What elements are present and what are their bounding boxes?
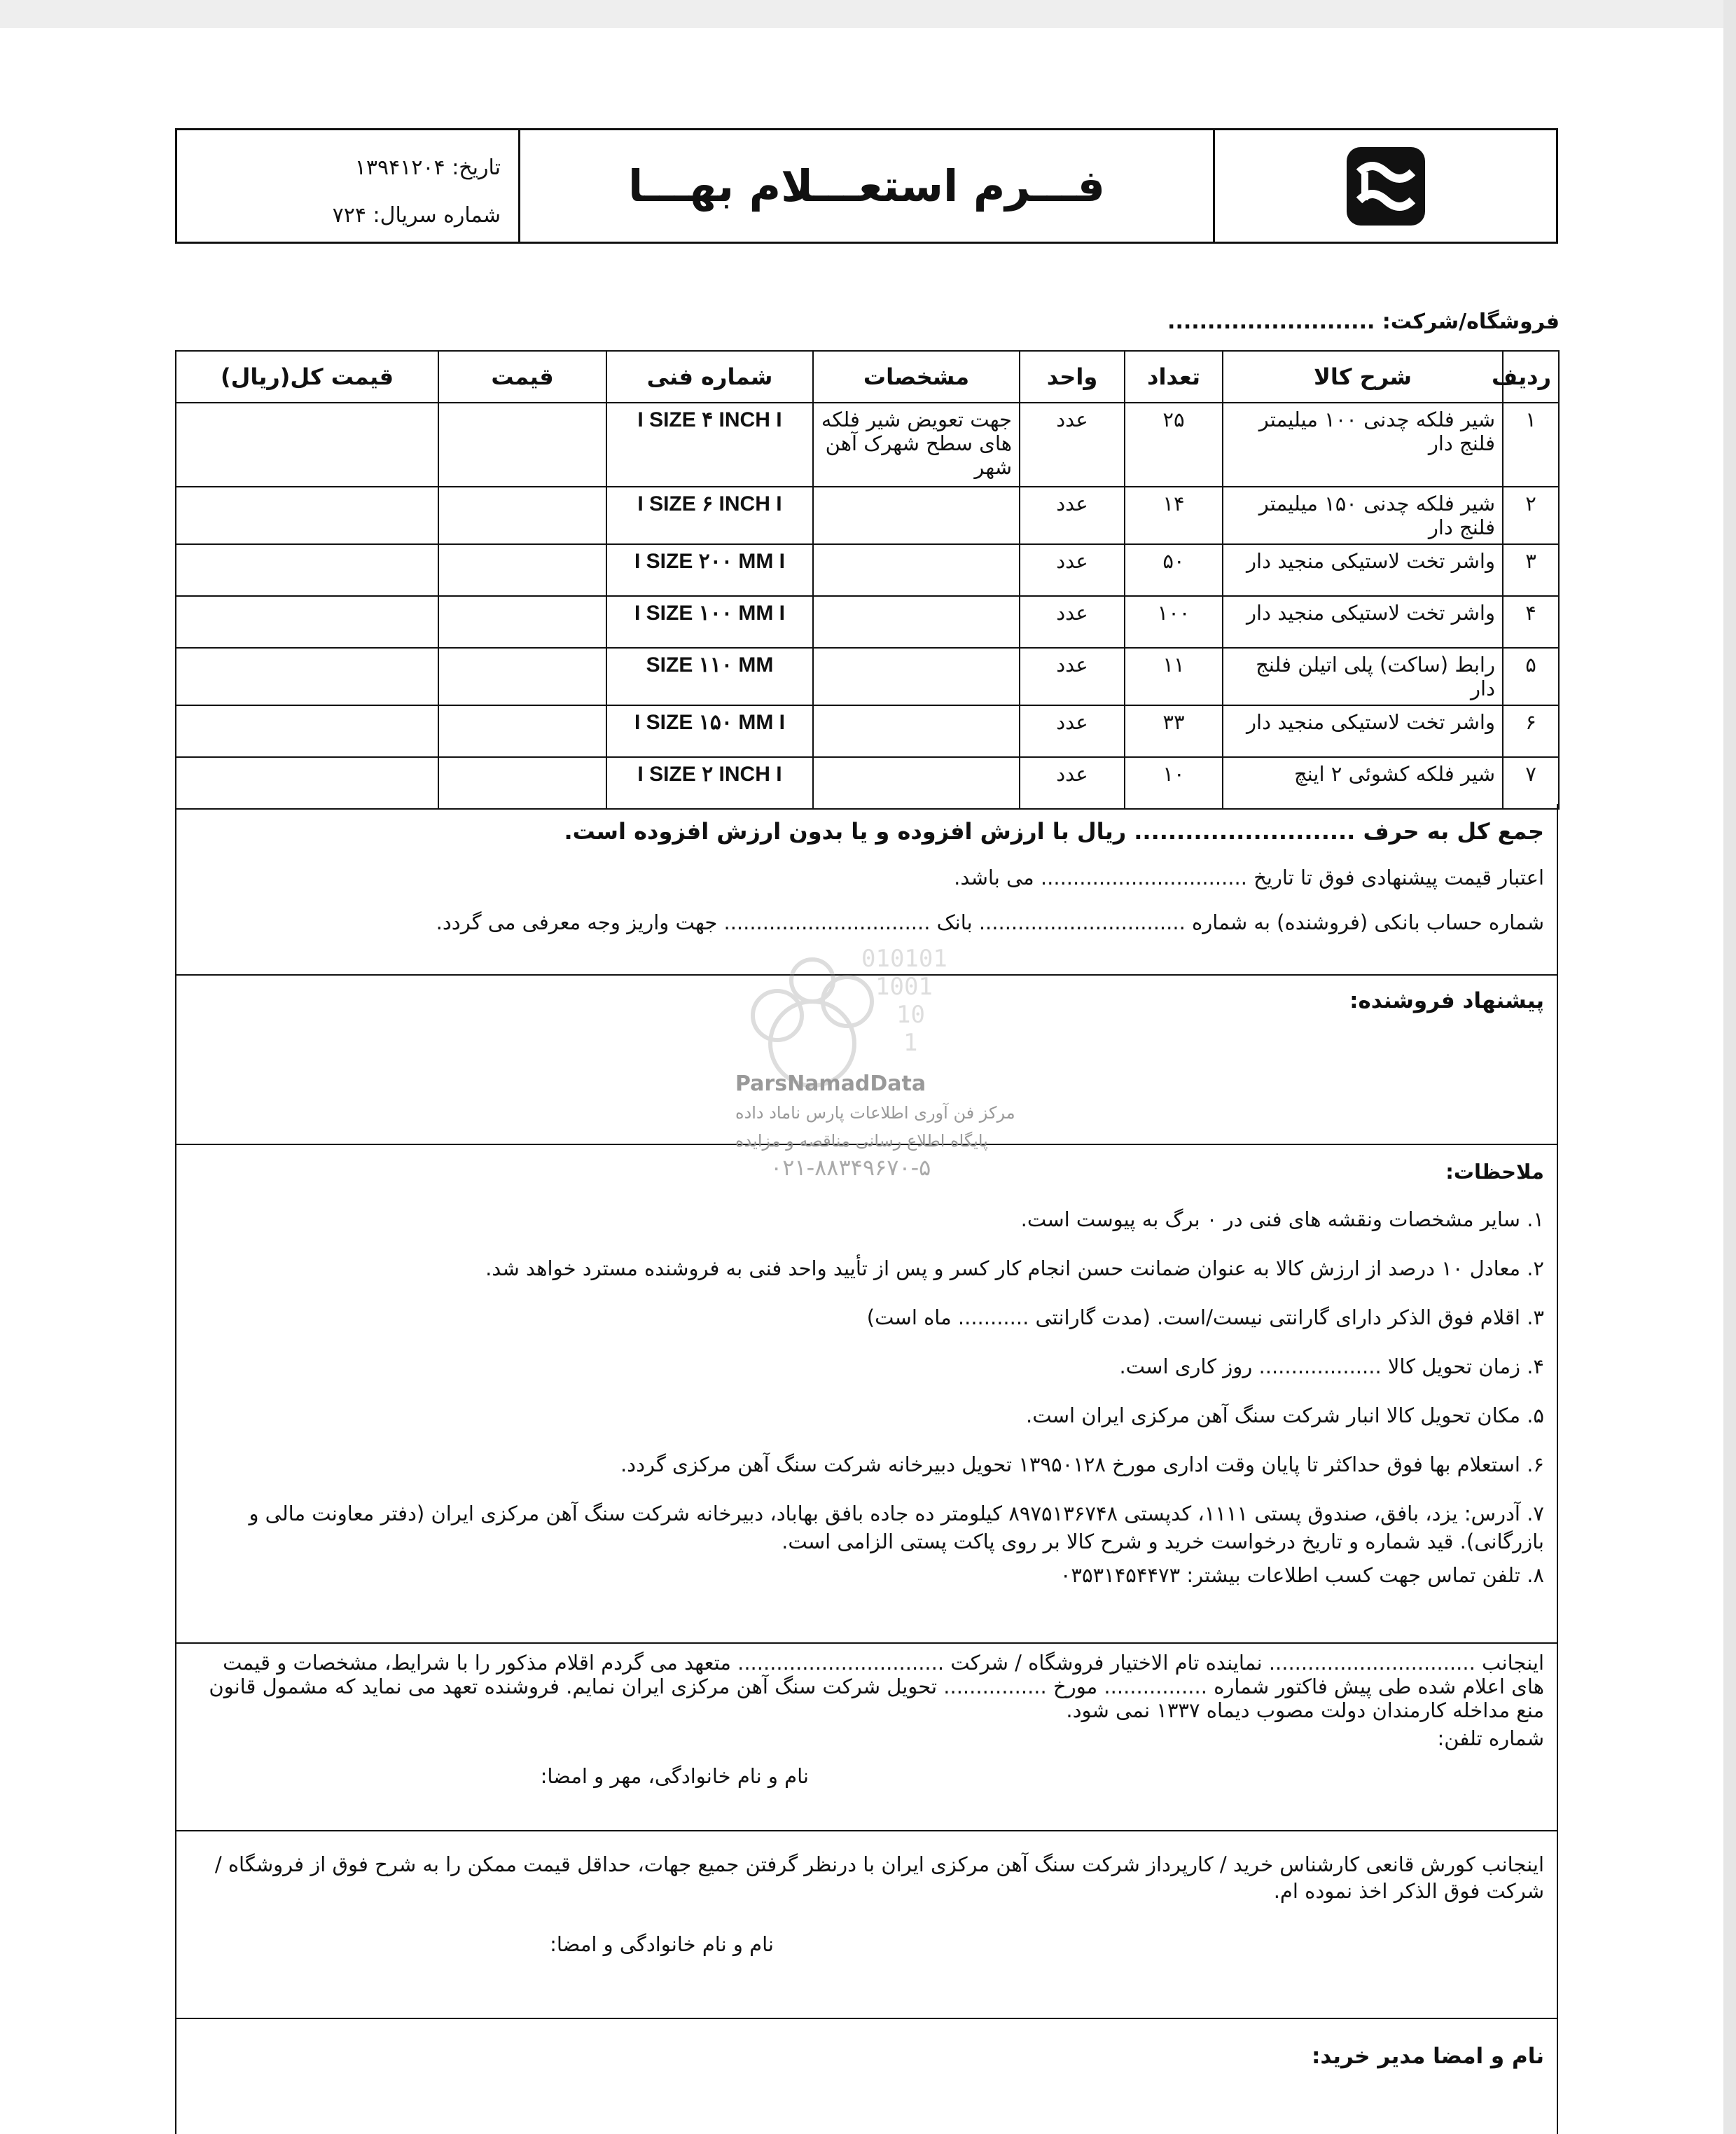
row-technical-no: I SIZE ۱۰۰ MM I — [606, 596, 813, 648]
store-company-line: فروشگاه/شرکت: .......................... — [1167, 310, 1560, 334]
row-description: شیر فلکه کشوئی ۲ اینچ — [1223, 757, 1503, 809]
price-validity: اعتبار قیمت پیشنهادی فوق تا تاریخ ................................ می باشد. — [954, 866, 1544, 889]
expert-signature: نام و نام خانوادگی و امضا: — [550, 1932, 774, 1956]
row-unit: عدد — [1020, 403, 1125, 487]
watermark-name: ParsNamadData — [735, 1072, 926, 1096]
note-item: ۲. معادل ۱۰ درصد از ارزش کالا به عنوان ضمانت حسن انجام کار کسر و پس از تأیید واحد فنی به فروشنده مسترد خواهد شد. — [485, 1256, 1544, 1280]
row-specs — [813, 596, 1020, 648]
note-item: ۸. تلفن تماس جهت کسب اطلاعات بیشتر: ۰۳۵۳۱۴۵۴۴۷۳ — [1060, 1563, 1544, 1587]
header-unit: واحد — [1020, 351, 1125, 403]
row-quantity: ۲۵ — [1125, 403, 1223, 487]
row-description: شیر فلکه چدنی ۱۵۰ میلیمتر فلنج دار — [1223, 487, 1503, 544]
row-unit: عدد — [1020, 705, 1125, 757]
title-cell — [520, 130, 1213, 242]
row-no: ۱ — [1503, 403, 1559, 487]
notes-heading: ملاحظات: — [1445, 1160, 1544, 1184]
note-item: ۷. آدرس: یزد، بافق، صندوق پستی ۱۱۱۱، کدپستی ۸۹۷۵۱۳۶۷۴۸ کیلومتر ده جاده بافق بهاباد، دبیرخانه شرکت سنگ آهن مرکزی ایران (دفتر معاونت مالی و بازرگانی). قید شماره و تاریخ درخواست خرید و شرح کالا بر روی پاکت پستی الزامی است. — [249, 1502, 1544, 1553]
row-price — [438, 487, 606, 544]
row-quantity: ۱۰۰ — [1125, 596, 1223, 648]
expert-text: اینجانب کورش قانعی کارشناس خرید / کارپرداز شرکت سنگ آهن مرکزی ایران با درنظر گرفتن جمیع جهات، حداقل قیمت ممکن را به شرح فوق از فروشگاه / شرکت فوق الذکر اخذ نموده ام. — [214, 1852, 1544, 1903]
note-item: ۵. مکان تحویل کالا انبار شرکت سنگ آهن مرکزی ایران است. — [1026, 1404, 1544, 1427]
row-specs — [813, 544, 1020, 596]
row-description: رابط (ساکت) پلی اتیلن فلنج دار — [1223, 648, 1503, 705]
row-specs — [813, 487, 1020, 544]
note-item: ۳. اقلام فوق الذکر دارای گارانتی نیست/است. (مدت گارانتی ........... ماه است) — [866, 1305, 1544, 1329]
purchase-expert-section — [175, 1831, 1558, 2019]
company-logo-icon — [1344, 144, 1428, 228]
row-technical-no: SIZE ۱۱۰ MM — [606, 648, 813, 705]
row-no: ۴ — [1503, 596, 1559, 648]
table-row — [176, 487, 1559, 544]
row-no: ۶ — [1503, 705, 1559, 757]
header-row-no: ردیف — [1503, 351, 1559, 403]
row-price — [438, 596, 606, 648]
row-description: واشر تخت لاستیکی منجید دار — [1223, 544, 1503, 596]
row-total-price — [176, 705, 438, 757]
scan-right-edge — [1723, 0, 1736, 2134]
header-quantity: تعداد — [1125, 351, 1223, 403]
scan-top-edge — [0, 0, 1736, 28]
note-item: ۱. سایر مشخصات ونقشه های فنی در ۰ برگ به پیوست است. — [1020, 1207, 1544, 1231]
watermark-line2: پایگاه اطلاع رسانی مناقصه و مزایده — [735, 1131, 988, 1151]
row-price — [438, 705, 606, 757]
row-price — [438, 403, 606, 487]
row-quantity: ۳۳ — [1125, 705, 1223, 757]
row-specs: جهت تعویض شیر فلکه های سطح شهرک آهن شهر — [813, 403, 1020, 487]
row-quantity: ۵۰ — [1125, 544, 1223, 596]
header-price: قیمت — [438, 351, 606, 403]
row-no: ۳ — [1503, 544, 1559, 596]
form-date: تاریخ: ۱۳۹۴۱۲۰۴ — [354, 155, 501, 180]
row-quantity: ۱۴ — [1125, 487, 1223, 544]
row-total-price — [176, 648, 438, 705]
row-quantity: ۱۱ — [1125, 648, 1223, 705]
seller-commitment-section — [175, 1642, 1558, 1831]
bank-account: شماره حساب بانکی (فروشنده) به شماره ................................ بانک ................................ جهت واریز وجه معرفی می گردد. — [436, 910, 1544, 934]
table-row — [176, 648, 1559, 705]
header-total-price: قیمت کل(ریال) — [176, 351, 438, 403]
row-price — [438, 544, 606, 596]
form-title: فـــرم استعـــلام بهـــا — [627, 160, 1106, 212]
row-quantity: ۱۰ — [1125, 757, 1223, 809]
note-item: ۶. استعلام بها فوق حداکثر تا پایان وقت اداری مورخ ۱۳۹۵۰۱۲۸ تحویل دبیرخانه شرکت سنگ آهن مرکزی گردد. — [620, 1453, 1544, 1476]
form-header — [175, 128, 1558, 244]
svg-text:1001: 1001 — [875, 973, 933, 1001]
notes-section — [175, 1145, 1558, 1642]
row-specs — [813, 757, 1020, 809]
table-row — [176, 544, 1559, 596]
svg-text:1: 1 — [903, 1029, 918, 1057]
total-in-words: جمع کل به حرف .......................... ریال با ارزش افزوده و یا بدون ارزش افزوده است. — [564, 818, 1544, 845]
commitment-phone: شماره تلفن: — [1437, 1726, 1544, 1750]
row-no: ۲ — [1503, 487, 1559, 544]
row-specs — [813, 648, 1020, 705]
form-serial: شماره سریال: ۷۲۴ — [332, 203, 501, 228]
seller-offer-label: پیشنهاد فروشنده: — [1349, 988, 1544, 1013]
commitment-signature: نام و نام خانوادگی، مهر و امضا: — [540, 1764, 809, 1788]
row-description: شیر فلکه چدنی ۱۰۰ میلیمتر فلنج دار — [1223, 403, 1503, 487]
row-no: ۷ — [1503, 757, 1559, 809]
table-row — [176, 596, 1559, 648]
row-price — [438, 648, 606, 705]
header-specs: مشخصات — [813, 351, 1020, 403]
row-unit: عدد — [1020, 757, 1125, 809]
row-technical-no: I SIZE ۴ INCH I — [606, 403, 813, 487]
svg-text:010101: 010101 — [861, 945, 947, 973]
header-description: شرح کالا — [1223, 351, 1503, 403]
row-total-price — [176, 403, 438, 487]
row-total-price — [176, 757, 438, 809]
header-technical-no: شماره فنی — [606, 351, 813, 403]
form-meta — [177, 130, 520, 242]
row-price — [438, 757, 606, 809]
svg-text:10: 10 — [896, 1001, 925, 1029]
row-technical-no: I SIZE ۲ INCH I — [606, 757, 813, 809]
row-no: ۵ — [1503, 648, 1559, 705]
row-unit: عدد — [1020, 544, 1125, 596]
note-item: ۴. زمان تحویل کالا ................... روز کاری است. — [1119, 1354, 1544, 1378]
row-unit: عدد — [1020, 487, 1125, 544]
row-unit: عدد — [1020, 596, 1125, 648]
commitment-text: اینجانب ................................ نماینده تام الاختیار فروشگاه / شرکت ................................ متعهد می گردم اقلام مذکور را با شرایط، مشخصات و قیمت های اعلام شده طی پیش فاکتور شماره ................ مورخ ................ تحویل شرکت سنگ آهن مرکزی ایران نمایم. فروشنده تعهد می نماید که مشمول قانون منع مداخله کارمندان دولت مصوب دیماه ۱۳۳۷ نمی شود. — [209, 1651, 1544, 1722]
purchase-manager-section — [175, 2019, 1558, 2134]
row-technical-no: I SIZE ۱۵۰ MM I — [606, 705, 813, 757]
manager-signature-label: نام و امضا مدیر خرید: — [1311, 2044, 1544, 2069]
table-header-row — [176, 351, 1559, 403]
table-row — [176, 403, 1559, 487]
row-total-price — [176, 487, 438, 544]
row-description: واشر تخت لاستیکی منجید دار — [1223, 596, 1503, 648]
row-technical-no: I SIZE ۲۰۰ MM I — [606, 544, 813, 596]
watermark-line1: مرکز فن آوری اطلاعات پارس ناماد داده — [735, 1103, 1015, 1123]
row-technical-no: I SIZE ۶ INCH I — [606, 487, 813, 544]
table-row — [176, 705, 1559, 757]
row-unit: عدد — [1020, 648, 1125, 705]
row-total-price — [176, 596, 438, 648]
logo-cell — [1213, 130, 1556, 242]
row-total-price — [176, 544, 438, 596]
watermark-phone: ۰۲۱-۸۸۳۴۹۶۷۰-۵ — [770, 1154, 931, 1181]
table-row — [176, 757, 1559, 809]
row-description: واشر تخت لاستیکی منجید دار — [1223, 705, 1503, 757]
row-specs — [813, 705, 1020, 757]
items-table — [175, 350, 1560, 810]
